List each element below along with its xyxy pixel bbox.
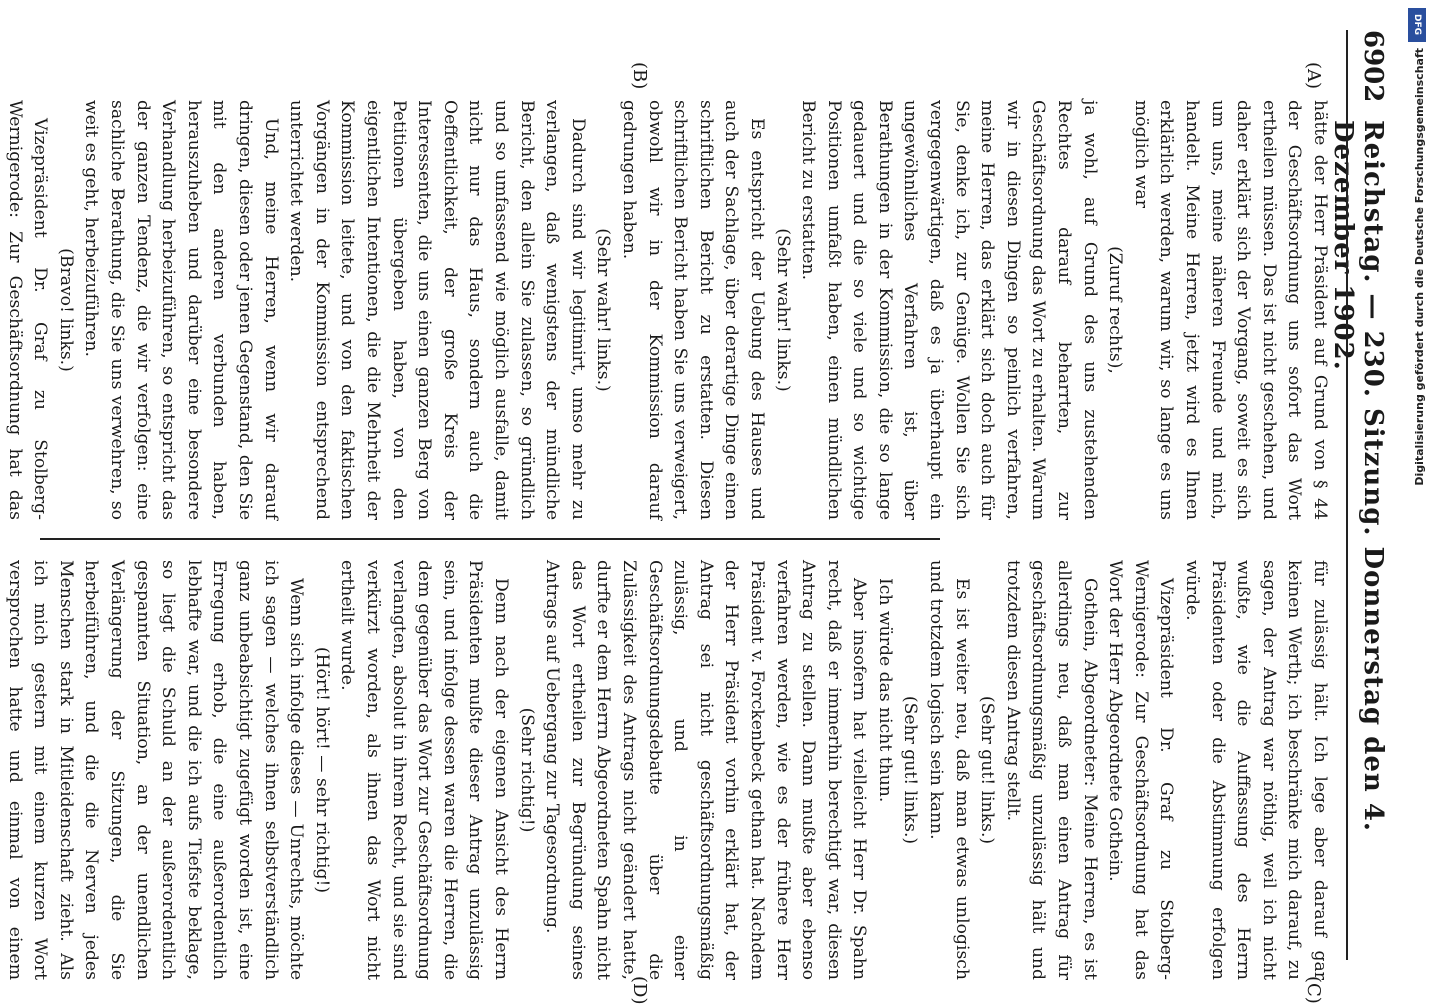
- header-rule: [1346, 30, 1348, 960]
- page-header: [1328, 30, 1392, 960]
- paragraph: für zulässig hält. Ich lege aber darauf gar keinen Werth; ich beschränke mich darauf, zu sagen, der Antrag war nöthig, weil ich nicht wußte, wie die Auffassung des Herrn Präsidenten oder die Abstimmung erfolgen würde.: [1182, 560, 1330, 980]
- dfg-logo: DFG: [1408, 8, 1426, 42]
- paragraph: Dadurch sind wir legitimirt, umso mehr zu verlangen, daß wenigstens der mündliche Bericht, den allein Sie zulassen, so gründlich und so umfassend wie möglich ausfalle, damit nicht nur das Haus, sondern auch die Oeffentlichkeit, der große Kreis der Interessenten, die uns einen ganzen Berg von Petitionen übergeben haben, von den eigentlichen Intentionen, die die Mehrheit der Kommission leitete, und von den faktischen Vorgängen in der Kommission entsprechend unterrichtet werden.: [286, 100, 588, 520]
- interjection: (Sehr richtig!): [516, 707, 537, 833]
- right-column: [0, 560, 1332, 980]
- paragraph: Gothein, Abgeordneter: Meine Herren, es ist allerdings neu, daß man einen Antrag für geschäftsordnungsmäßig unzulässig hält und trotzdem diesen Antrag stellt.: [1002, 560, 1100, 980]
- digitization-sidebar: [1402, 8, 1432, 568]
- paragraph: Wenn sich infolge dieses — Unrechts, möchte ich sagen — welches ihnen selbstverständlich ganz unbeabsichtigt zugefügt worden ist, eine Erregung erhob, die eine außerordentlich lebhafte war, und die ich aufs Tiefste beklage, so liegt die Schuld an der außerordentlich gespannten Situation, an der unendlichen Verlängerung der Sitzungen, die Sie herbeiführen, und die die Nerven jedes Menschen stark in Mitleidenschaft zieht. Als ich mich gestern mit einem kurzen Wort versprochen hatte und einmal von einem: [4, 560, 307, 980]
- left-column: [0, 100, 1332, 520]
- paragraph: Denn nach der eigenen Ansicht des Herrn Präsidenten mußte dieser Antrag unzulässig sein, und infolge dessen waren die Herren, die dem gegenüber das Wort zur Geschäftsordnung verlangten, absolut in ihrem Recht, und sie sind verkürzt worden, als ihnen das Wort nicht ertheilt wurde.: [337, 560, 511, 980]
- running-head: Reichstag. — 230. Sitzung. Donnerstag den 4. Dezember 1902.: [1328, 120, 1388, 832]
- page-number: 6902: [1358, 30, 1388, 103]
- margin-marker-d: (D): [629, 976, 650, 1004]
- funding-credit: Digitalisierung gefördert durch die Deutsche Forschungsgemeinschaft: [1413, 48, 1426, 486]
- margin-marker-c: (C): [1303, 976, 1324, 1004]
- paragraph: ja wohl, auf Grund des uns zustehenden Rechtes darauf beharrten, zur Geschäftsordnung das Wort zu erhalten. Warum wir in diesen Dingen so peinlich verfahren, meine Herren, das erklärt sich doch auch für Sie, denke ich, zur Genüge. Wollen Sie sich vergegenwärtigen, daß es ja überhaupt ein ungewöhnliches Verfahren ist, über Berathungen in der Kommission, die so lange gedauert und die so viele und so wichtige Positionen umfaßt haben, einen mündlichen Bericht zu erstatten.: [798, 100, 1100, 520]
- interjection: (Zuruf rechts),: [1105, 246, 1126, 374]
- margin-marker-a: (A): [1303, 62, 1324, 90]
- paragraph: Es ist weiter neu, daß man etwas unlogisch und trotzdem logisch sein kann.: [926, 560, 972, 980]
- interjection: (Sehr gut! links.): [977, 695, 998, 845]
- paragraph: Ich würde das nicht thun.: [874, 578, 895, 803]
- interjection: (Bravo! links.): [55, 248, 76, 372]
- interjection: (Sehr wahr! links.): [772, 228, 793, 392]
- interjection: (Hört! hört! — sehr richtig!): [311, 646, 332, 894]
- margin-marker-b: (B): [629, 62, 650, 90]
- paragraph: Und, meine Herren, wenn wir darauf dringen, diesen oder jenen Gegenstand, den Sie mit den anderen verbunden haben, herauszuheben und darüber eine besondere Verhandlung herbeizuführen, so entspricht das der ganzen Tendenz, die wir verfolgen: eine sachliche Berathung, die Sie uns verwehren, so weit es geht, herbeizuführen.: [81, 100, 281, 520]
- paragraph: Vizepräsident Dr. Graf zu Stolberg-Wernigerode: Zur Geschäftsordnung hat das: [4, 100, 51, 520]
- paragraph: Aber insofern hat vielleicht Herr Dr. Spahn recht, daß er immerhin berechtigt war, diesen Antrag zu stellen. Dann mußte aber ebenso verfahren werden, wie es der frühere Herr Präsident v. Forckenbeck gethan hat. Nachdem der Herr Präsident vorhin erklärt hat, der Antrag sei nicht geschäftsordnungsmäßig zulässig, und in einer Geschäftsordnungsdebatte über die Zulässigkeit des Antrags nicht geändert hatte, durfte er dem Herrn Abgeordneten Spahn nicht das Wort ertheilen zur Begründung seines Antrags auf Uebergang zur Tagesordnung.: [542, 560, 870, 980]
- interjection: (Sehr wahr! links.): [593, 228, 614, 392]
- paragraph: Vizepräsident Dr. Graf zu Stolberg-Wernigerode: Zur Geschäftsordnung hat das Wort der Herr Abgeordnete Gothein.: [1105, 560, 1177, 980]
- column-rule: [40, 538, 940, 540]
- paragraph: hätte der Herr Präsident auf Grund von § 44 der Geschäftsordnung uns sofort das Wort ertheilen müssen. Das ist nicht geschehen, und daher erklärt sich der Vorgang, soweit es sich um uns, meine näheren Freunde und mich, handelt. Meine Herren, jetzt wird es Ihnen erklärlich werden, warum wir, so lange es uns möglich war: [1130, 100, 1330, 520]
- paragraph: Es entspricht der Uebung des Hauses und auch der Sachlage, über derartige Dinge einen schriftlichen Bericht zu erstatten. Diesen schriftlichen Bericht haben Sie uns verweigert, obwohl wir in der Kommission darauf gedrungen haben.: [618, 100, 767, 520]
- interjection: (Sehr gut! links.): [900, 695, 921, 845]
